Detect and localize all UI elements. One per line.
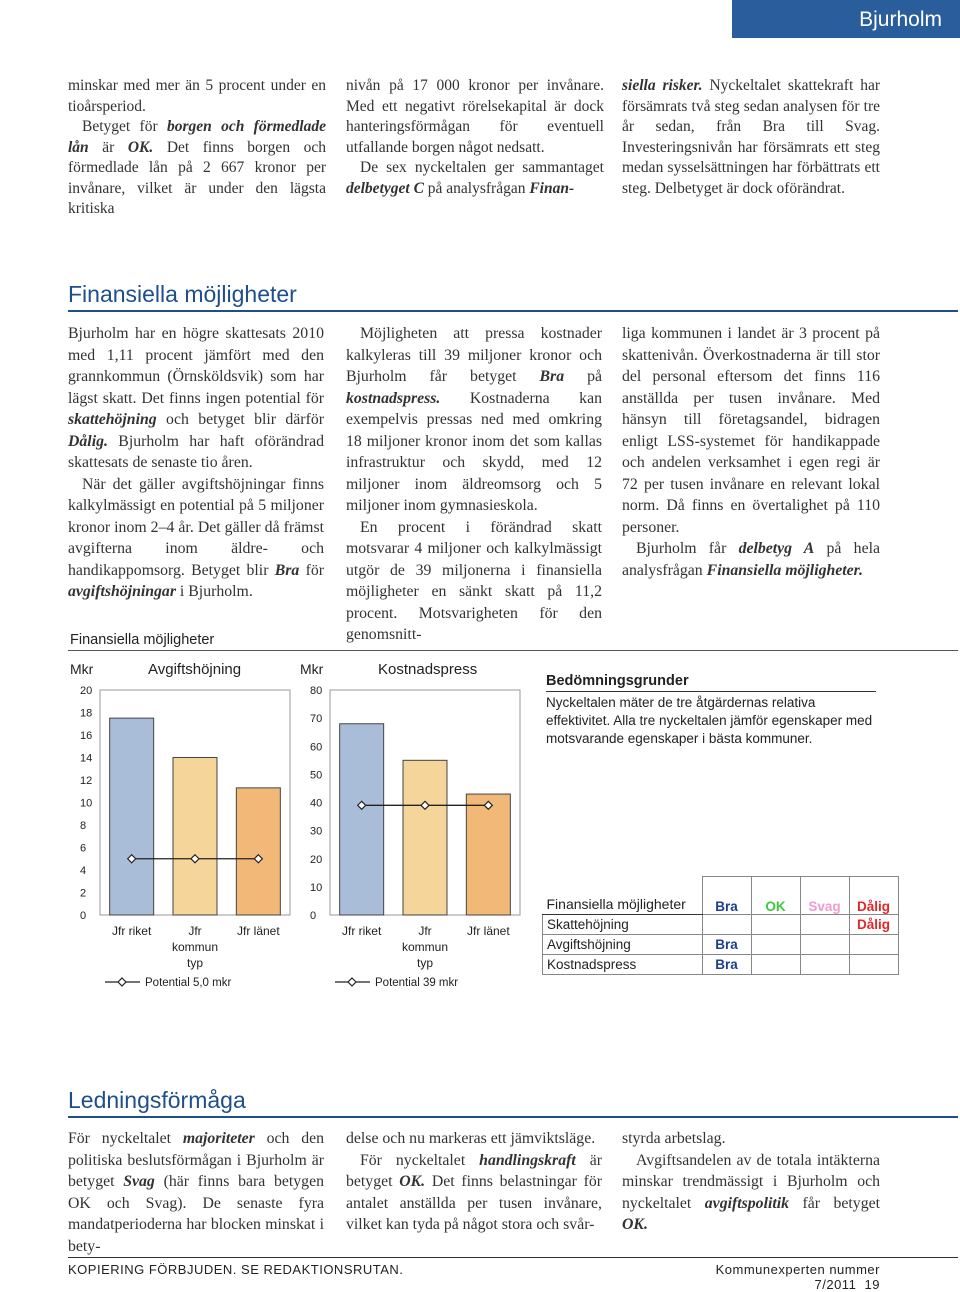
footer-left: KOPIERING FÖRBJUDEN. SE REDAKTIONSRUTAN. <box>68 1262 404 1277</box>
y-tick-label: 10 <box>80 797 93 810</box>
intro-paragraph: De sex nyckeltalen ger sammantaget delbetyget C på analysfrågan Finan- <box>346 159 604 197</box>
grade-cell: Dålig <box>849 914 898 934</box>
body-paragraph: Bjurholm får delbetyg A på hela analysfrågan Finansiella möjligheter. <box>622 540 880 579</box>
grade-cell <box>751 954 800 974</box>
grades-row-label: Kostnadspress <box>543 954 703 974</box>
body-paragraph: delse och nu markeras ett jämviktsläge. <box>346 1130 596 1147</box>
body-paragraph: liga kommunen i landet är 3 procent på skattenivån. Överkostnaderna är till stor del personal eftersom det finns 116 anställda per tusen invånare. Med hänsyn till företagsandel, bidragen enligt LSS-systemet för handikappade och andelen verksamhet i egen regi är 72 per tusen invånare en relevant lokal norm. Då finns en övertalighet på 110 personer. <box>622 325 880 536</box>
y-tick-label: 4 <box>80 865 87 877</box>
y-tick-label: 2 <box>80 887 87 900</box>
y-axis-label: Mkr <box>70 661 94 677</box>
grade-cell <box>702 914 751 934</box>
y-tick-label: 20 <box>80 685 93 697</box>
intro-col-1 <box>68 76 326 220</box>
y-tick-label: 60 <box>310 741 323 754</box>
assessment-title: Bedömningsgrunder <box>546 672 876 692</box>
x-category-label: Jfr länet <box>236 924 280 938</box>
y-tick-label: 80 <box>310 685 323 697</box>
x-category-label: Jfr länet <box>466 924 510 938</box>
y-tick-label: 0 <box>80 910 87 922</box>
grades-header-label: Finansiella möjligheter <box>543 877 703 915</box>
header-title: Bjurholm <box>859 8 942 31</box>
grade-header-bra: Bra <box>702 877 751 915</box>
section1-col-3 <box>622 323 880 581</box>
y-axis-label: Mkr <box>300 661 324 677</box>
footer-rule <box>68 1257 958 1258</box>
body-paragraph: En procent i förändrad skatt motsvarar 4 miljoner och kalkylmässigt utgör de 39 miljonerna i finansiella möjligheter en sänkt skatt på 11,2 procent. Motsvarigheten för den genomsnitt- <box>346 518 602 643</box>
intro-paragraph: siella risker. Nyckeltalet skattekraft har försämrats två steg sedan analysen för tre år sedan, från Bra till Svag. Investeringsnivån har försämrats ett steg medan sysselsättningen har förbättrats ett steg. Delbetyget är dock oförändrat. <box>622 77 880 197</box>
grade-header-ok: OK <box>751 877 800 915</box>
body-paragraph: Bjurholm har en högre skattesats 2010 med 1,11 procent jämfört med den grannkommun (Örnsköldsvik) som har lägst skatt. Det finns ingen potential för skattehöjning och betyget blir därför Dålig. Bjurholm har haft oförändrad skattesats de senaste tio åren. <box>68 325 324 471</box>
y-tick-label: 8 <box>80 820 87 832</box>
footer-right <box>655 1262 880 1292</box>
figure-label: Finansiella möjligheter <box>70 632 215 648</box>
section2-col-1 <box>68 1128 324 1257</box>
y-tick-label: 40 <box>310 797 323 810</box>
footer-page-number: 19 <box>864 1277 880 1292</box>
section1-col-2 <box>346 323 602 646</box>
grade-cell <box>800 934 849 954</box>
legend-label: Potential 39 mkr <box>375 977 459 989</box>
grade-cell <box>751 914 800 934</box>
grade-header-dalig: Dålig <box>849 877 898 915</box>
x-category-label: Jfr <box>188 924 202 938</box>
section-rule <box>68 310 958 312</box>
x-category-label: Jfr riket <box>341 924 382 938</box>
bar <box>236 788 280 915</box>
grade-cell: Bra <box>702 954 751 974</box>
y-tick-label: 6 <box>80 842 87 855</box>
grade-cell <box>849 954 898 974</box>
section2-col-2 <box>346 1128 602 1236</box>
section1-col-1 <box>68 323 324 603</box>
y-tick-label: 18 <box>80 707 93 720</box>
y-tick-label: 30 <box>310 825 323 838</box>
legend-marker <box>348 978 356 986</box>
body-paragraph: När det gäller avgiftshöjningar finns kalkylmässigt en potential på 5 miljoner kronor inom 2–4 år. Det gäller då främst avgifterna inom äldre- och handikappomsorg. Betyget blir Bra för avgiftshöjningar i Bjurholm. <box>68 475 324 600</box>
intro-col-3 <box>622 76 880 199</box>
grades-row-label: Avgiftshöjning <box>543 934 703 954</box>
body-paragraph: För nyckeltalet majoriteter och den politiska beslutsförmågan i Bjurholm är betyget Svag (här finns bara betygen OK och Svag). De senaste fyra mandatperioderna har blocken minskat i bety- <box>68 1130 324 1255</box>
y-tick-label: 20 <box>310 853 323 866</box>
body-paragraph: För nyckeltalet handlingskraft är betyget OK. Det finns belastningar för antalet anställda per tusen invånare, vilket kan tyda på något stora och svår- <box>346 1151 602 1233</box>
grade-header-svag: Svag <box>800 877 849 915</box>
grades-table <box>542 876 899 975</box>
grade-cell <box>800 954 849 974</box>
section-title-finansiella: Finansiella möjligheter <box>68 281 297 307</box>
y-tick-label: 0 <box>310 910 317 922</box>
intro-paragraph: minskar med mer än 5 procent under en tioårsperiod. <box>68 77 326 115</box>
y-tick-label: 12 <box>80 775 93 787</box>
intro-paragraph: nivån på 17 000 kronor per invånare. Med ett negativt rörelsekapital är dock hanteringsförmågan för eventuell utfallande borgen något nedsatt. <box>346 77 604 156</box>
intro-col-2 <box>346 76 604 199</box>
y-tick-label: 16 <box>80 730 93 742</box>
section-title-ledning: Ledningsförmåga <box>68 1087 246 1113</box>
x-category-label: kommun <box>401 940 449 954</box>
section-rule <box>68 1116 958 1118</box>
bar <box>403 760 447 915</box>
grades-header-row <box>543 877 899 915</box>
bar <box>173 758 217 916</box>
x-category-label: Jfr <box>418 924 432 938</box>
x-category-label: typ <box>186 956 204 970</box>
bar <box>466 794 510 915</box>
assessment-box <box>546 672 876 748</box>
legend-label: Potential 5,0 mkr <box>145 977 232 989</box>
footer-publication: Kommunexperten nummer 7/2011 <box>715 1262 880 1292</box>
body-paragraph: styrda arbetslag. <box>622 1130 726 1147</box>
body-paragraph: Avgiftsandelen av de totala intäkterna minskar trendmässigt i Bjurholm och nyckeltalet avgiftspolitik får betyget OK. <box>622 1151 880 1233</box>
chart-title: Kostnadspress <box>378 661 478 678</box>
intro-paragraph: Betyget för borgen och förmedlade lån är OK. Det finns borgen och förmedlade lån på 2 667 kronor per invånare, vilket är under den lägsta kritiska <box>68 118 326 217</box>
bar <box>110 718 154 915</box>
chart-title: Avgiftshöjning <box>148 661 242 678</box>
assessment-text: Nyckeltalen mäter de tre åtgärdernas relativa effektivitet. Alla tre nyckeltalen jämför egenskaper med motsvarande egenskaper i bästa kommuner. <box>546 695 873 746</box>
grade-cell <box>751 934 800 954</box>
y-tick-label: 14 <box>80 752 93 765</box>
header-bar <box>732 0 960 38</box>
grade-cell <box>800 914 849 934</box>
y-tick-label: 10 <box>310 881 323 894</box>
x-category-label: kommun <box>171 940 219 954</box>
body-paragraph: Möjligheten att pressa kostnader kalkyleras till 39 miljoner kronor och Bjurholm får betyget Bra på kostnadspress. Kostnaderna kan exempelvis pressas ned med omkring 18 miljoner kronor inom det som kallas infrastruktur och skydd, med 12 miljoner inom äldreomsorg och 5 miljoner inom gymnasieskola. <box>346 325 602 514</box>
bar <box>340 724 384 915</box>
grades-row <box>543 954 899 974</box>
grades-row <box>543 914 899 934</box>
y-tick-label: 50 <box>310 769 323 782</box>
x-category-label: typ <box>416 956 434 970</box>
y-tick-label: 70 <box>310 713 323 726</box>
grades-row <box>543 934 899 954</box>
section2-col-3 <box>622 1128 880 1236</box>
legend-marker <box>118 978 126 986</box>
x-category-label: Jfr riket <box>111 924 152 938</box>
grades-row-label: Skattehöjning <box>543 914 703 934</box>
grade-cell <box>849 934 898 954</box>
grade-cell: Bra <box>702 934 751 954</box>
